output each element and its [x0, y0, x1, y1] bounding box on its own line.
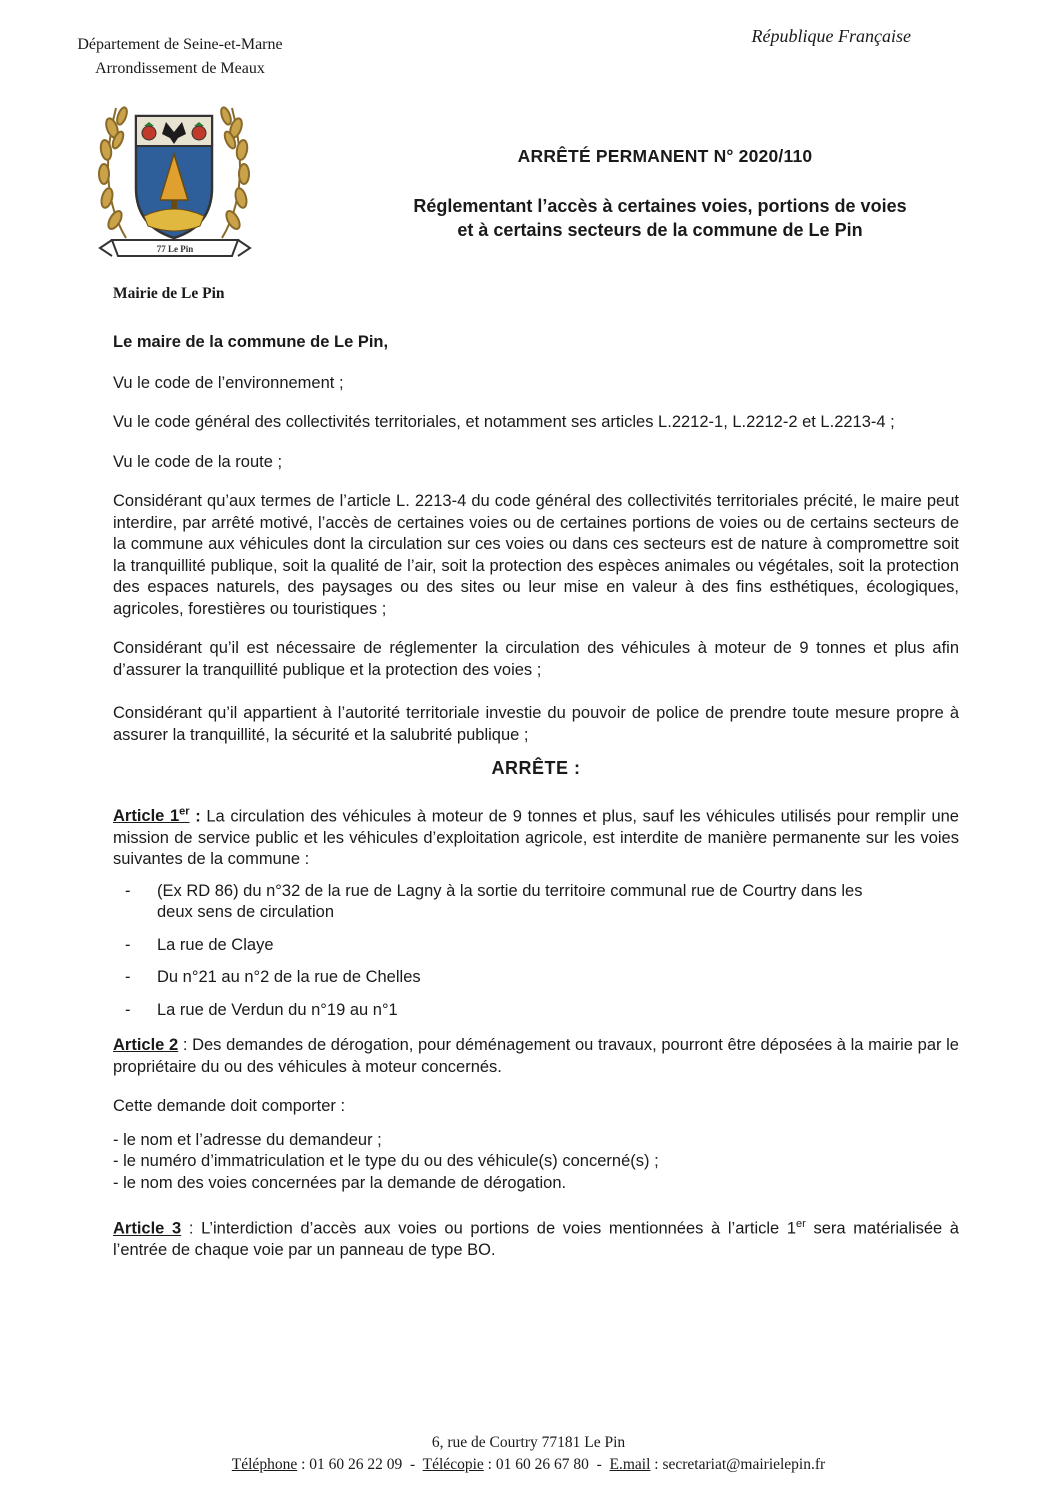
republique-label: République Française — [751, 26, 911, 46]
article-2-text: Des demandes de dérogation, pour déménagement ou travaux, pourront être déposées à la mairie par le propriétaire du ou des véhicules à moteur concernés. — [113, 1036, 959, 1076]
article-3-label: Article 3 — [113, 1219, 182, 1238]
vu-environnement: Vu le code de l’environnement ; — [113, 373, 344, 392]
article-3-text-a: L’interdiction d’accès aux voies ou portions de voies mentionnées à l’article 1 — [201, 1219, 797, 1238]
document-body — [113, 332, 959, 1262]
subtitle-line-1: Réglementant l’accès à certaines voies, portions de voies — [413, 196, 907, 216]
list-item: - le nom et l’adresse du demandeur ; — [113, 1130, 382, 1149]
coat-of-arms-crest — [88, 88, 260, 268]
considerant-3: Considérant qu’il appartient à l’autorité territoriale investie du pouvoir de police de prendre toute mesure propre à assurer la tranquillité, la sécurité et la salubrité publique ; — [113, 704, 959, 744]
article-1-sup: er — [179, 805, 190, 818]
considerant-2: Considérant qu’il est nécessaire de réglementer la circulation des véhicules à moteur de 9 tonnes et plus afin d’assurer la tranquillité publique et la protection des voies ; — [113, 639, 959, 679]
subtitle-line-2: et à certains secteurs de la commune de Le Pin — [457, 220, 863, 240]
departement-label: Département de Seine-et-Marne — [77, 36, 283, 53]
arrete-heading: ARRÊTE : — [491, 758, 581, 778]
footer-contacts — [0, 1454, 1057, 1476]
article-1-text: La circulation des véhicules à moteur de 9 tonnes et plus, sauf les véhicules utilisés pour remplir une mission de service public et les véhicules d’exploitation agricole, est interdite de manière permanente sur les voies suivantes de la commune : — [113, 807, 959, 868]
list-item: - le nom des voies concernées par la demande de dérogation. — [113, 1173, 567, 1192]
footer-tel-value: : 01 60 26 22 09 — [297, 1456, 403, 1473]
footer — [0, 1432, 1057, 1476]
footer-email-value[interactable]: : secretariat@mairielepin.fr — [650, 1456, 826, 1473]
list-item: - Du n°21 au n°2 de la rue de Chelles — [125, 968, 421, 986]
intro-line: Le maire de la commune de Le Pin, — [113, 333, 389, 351]
demande-list — [113, 1130, 959, 1195]
header-left — [30, 33, 330, 81]
list-item: - La rue de Claye — [125, 935, 274, 954]
article-3-sep: : — [181, 1219, 202, 1238]
footer-email-label[interactable]: E.mail — [609, 1456, 651, 1473]
article-2 — [113, 1035, 959, 1078]
mairie-label: Mairie de Le Pin — [113, 285, 225, 302]
vu-route: Vu le code de la route ; — [113, 452, 283, 471]
article-2-sep: : — [178, 1036, 193, 1054]
list-item: - La rue de Verdun du n°19 au n°1 — [125, 1000, 398, 1019]
article-1-road-list — [113, 881, 959, 1022]
considerant-1: Considérant qu’aux termes de l’article L. 2213-4 du code général des collectivités territoriales précité, le maire peut interdire, par arrêté motivé, l’accès de certaines voies ou de certaines portions de voies ou de certains secteurs de la commune aux véhicules dont la circulation sur ces voies ou dans ces secteurs est de nature à compromettre soit la tranquillité publique, soit la qualité de l’air, soit la protection des espèces animales ou végétales, soit la protection des espaces naturels, des paysages ou des sites ou leur mise en valeur à des fins esthétiques, écologiques, agricoles, forestières ou touristiques ; — [113, 492, 959, 618]
footer-sep: - — [588, 1456, 610, 1473]
article-3 — [113, 1214, 959, 1262]
vu-collectivites: Vu le code général des collectivités territoriales, et notamment ses articles L.2212-1, L.2212-2 et L.2213-4 ; — [113, 413, 895, 431]
document-subtitle — [354, 194, 966, 242]
list-item: - (Ex RD 86) du n°32 de la rue de Lagny à la sortie du territoire communal rue de Courtry dans les deux sens de circulation — [125, 881, 863, 921]
footer-fax-value: : 01 60 26 67 80 — [483, 1456, 589, 1473]
article-3-text-b: sera matérialisée à l’entrée de chaque voie par un panneau de type BO. — [113, 1219, 959, 1259]
footer-address: 6, rue de Courtry 77181 Le Pin — [431, 1434, 626, 1451]
article-1-sep: : — [189, 807, 207, 825]
demande-intro: Cette demande doit comporter : — [113, 1097, 346, 1115]
footer-tel-label: Téléphone — [231, 1456, 298, 1473]
footer-sep: - — [402, 1456, 423, 1473]
document-title: ARRÊTÉ PERMANENT N° 2020/110 — [517, 146, 813, 166]
article-2-label: Article 2 — [113, 1036, 179, 1054]
article-1-label: Article 1er — [113, 805, 190, 825]
article-3-sup: er — [796, 1218, 806, 1230]
article-1 — [113, 802, 959, 871]
footer-fax-label: Télécopie — [422, 1456, 484, 1473]
arrondissement-label: Arrondissement de Meaux — [95, 60, 265, 77]
list-item: - le numéro d’immatriculation et le type du ou des véhicule(s) concerné(s) ; — [113, 1152, 659, 1170]
crest-ribbon-text: 77 Le Pin — [156, 244, 194, 254]
